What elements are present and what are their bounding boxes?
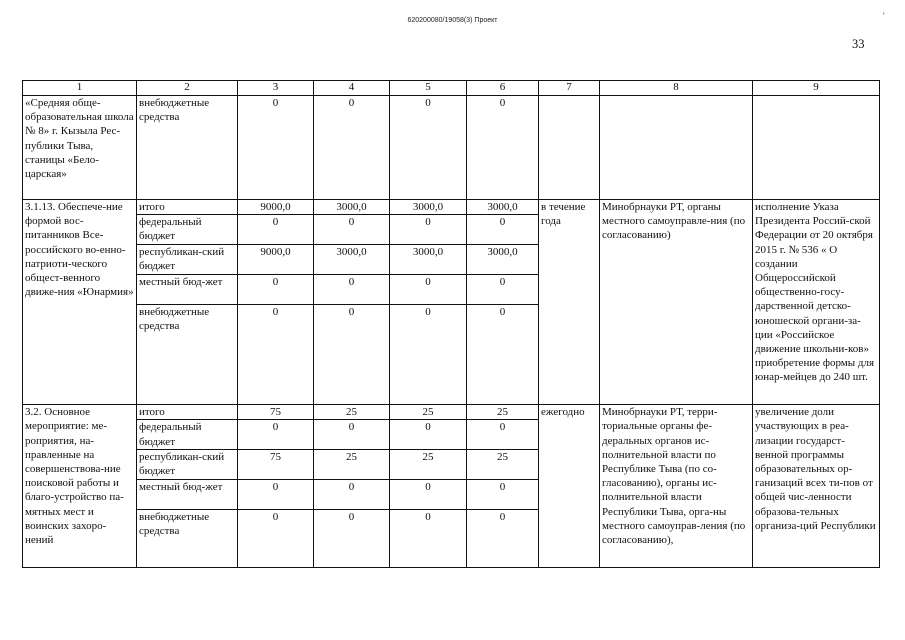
value-cell: 0 [238,479,314,509]
value-cell: 25 [390,449,467,479]
activity-cell: 3.1.13. Обеспече-ние формой вос-питанников Все-российского во-енно-патриоти-ческого общест-венного движе-ния «Юнармия» [23,200,137,405]
value-cell: 3000,0 [314,245,390,275]
value-cell: 0 [314,509,390,567]
executor-cell [600,96,753,200]
column-header: 4 [314,81,390,96]
value-cell: 0 [314,420,390,449]
result-cell: увеличение доли участвующих в реа-лизации государст-венной программы образовательных ор-ганизаций всех ти-пов от общей чис-ленности образова-тельных организа-ций Республики [753,405,880,568]
executor-cell: Минобрнауки РТ, терри-ториальные органы фе-деральных органов ис-полнительной власти по Республике Тыва (по со-гласованию), органы ис-полнительной власти Республики Тыва, орга-ны местного самоуправ-ления (по согласованию), [600,405,753,568]
value-cell: 25 [467,449,539,479]
document-stamp: 620200080/19058(3) Проект [407,17,498,24]
value-cell: 0 [238,420,314,449]
column-header: 9 [753,81,880,96]
value-cell: 0 [314,479,390,509]
executor-cell: Минобрнауки РТ, органы местного самоуправле-ния (по согласованию) [600,200,753,405]
value-cell: 0 [467,305,539,405]
table-row [23,200,880,215]
page-number: 33 [852,37,865,51]
value-cell: 0 [467,420,539,449]
value-cell: 0 [390,96,467,200]
value-cell: 0 [390,479,467,509]
value-cell: 0 [467,479,539,509]
value-cell: 25 [467,405,539,420]
corner-mark: ' [883,11,885,21]
result-cell [753,96,880,200]
value-cell: 25 [314,449,390,479]
value-cell: 75 [238,449,314,479]
header-row [23,81,880,96]
result-cell: исполнение Указа Президента Россий-ской Федерации от 20 октября 2015 г. № 536 « О создании Общероссийской общественно-госу-дарственной детско-юношеской органи-за-ции «Российское движение школьни-ков» приобретение формы для юнар-мейцев до 240 шт. [753,200,880,405]
value-cell: 0 [390,215,467,245]
activity-cell: «Средняя обще-образовательная школа № 8» г. Кызыла Рес-публики Тыва, станицы «Бело-царская» [23,96,137,200]
value-cell: 0 [238,96,314,200]
column-header: 3 [238,81,314,96]
value-cell: 0 [390,305,467,405]
value-cell: 0 [390,509,467,567]
value-cell: 3000,0 [390,245,467,275]
value-cell: 0 [467,509,539,567]
value-cell: 9000,0 [238,200,314,215]
value-cell: 3000,0 [314,200,390,215]
value-cell: 9000,0 [238,245,314,275]
value-cell: 0 [314,96,390,200]
value-cell: 0 [467,215,539,245]
period-cell: в течение года [539,200,600,405]
value-cell: 75 [238,405,314,420]
table-row [23,96,880,200]
funding-source-cell: итого [137,405,238,420]
funding-source-cell: федеральный бюджет [137,420,238,449]
program-table [22,80,880,568]
value-cell: 0 [238,215,314,245]
funding-source-cell: внебюджетные средства [137,96,238,200]
column-header: 6 [467,81,539,96]
funding-source-cell: итого [137,200,238,215]
funding-source-cell: внебюджетные средства [137,509,238,567]
table-row [23,405,880,420]
column-header: 5 [390,81,467,96]
funding-source-cell: местный бюд-жет [137,479,238,509]
funding-source-cell: республикан-ский бюджет [137,449,238,479]
value-cell: 3000,0 [390,200,467,215]
value-cell: 25 [390,405,467,420]
value-cell: 0 [314,275,390,305]
period-cell [539,96,600,200]
column-header: 1 [23,81,137,96]
column-header: 7 [539,81,600,96]
value-cell: 0 [314,215,390,245]
value-cell: 3000,0 [467,245,539,275]
value-cell: 3000,0 [467,200,539,215]
funding-source-cell: федеральный бюджет [137,215,238,245]
value-cell: 0 [238,305,314,405]
value-cell: 0 [314,305,390,405]
value-cell: 0 [238,509,314,567]
value-cell: 0 [467,96,539,200]
value-cell: 0 [467,275,539,305]
period-cell: ежегодно [539,405,600,568]
funding-source-cell: местный бюд-жет [137,275,238,305]
column-header: 2 [137,81,238,96]
value-cell: 0 [390,275,467,305]
value-cell: 0 [238,275,314,305]
value-cell: 0 [390,420,467,449]
activity-cell: 3.2. Основное мероприятие: ме-роприятия, на-правленные на совершенствова-ние поисковой работы и благо-устройство па-мятных мест и воинских захоро-нений [23,405,137,568]
funding-source-cell: внебюджетные средства [137,305,238,405]
value-cell: 25 [314,405,390,420]
column-header: 8 [600,81,753,96]
funding-source-cell: республикан-ский бюджет [137,245,238,275]
